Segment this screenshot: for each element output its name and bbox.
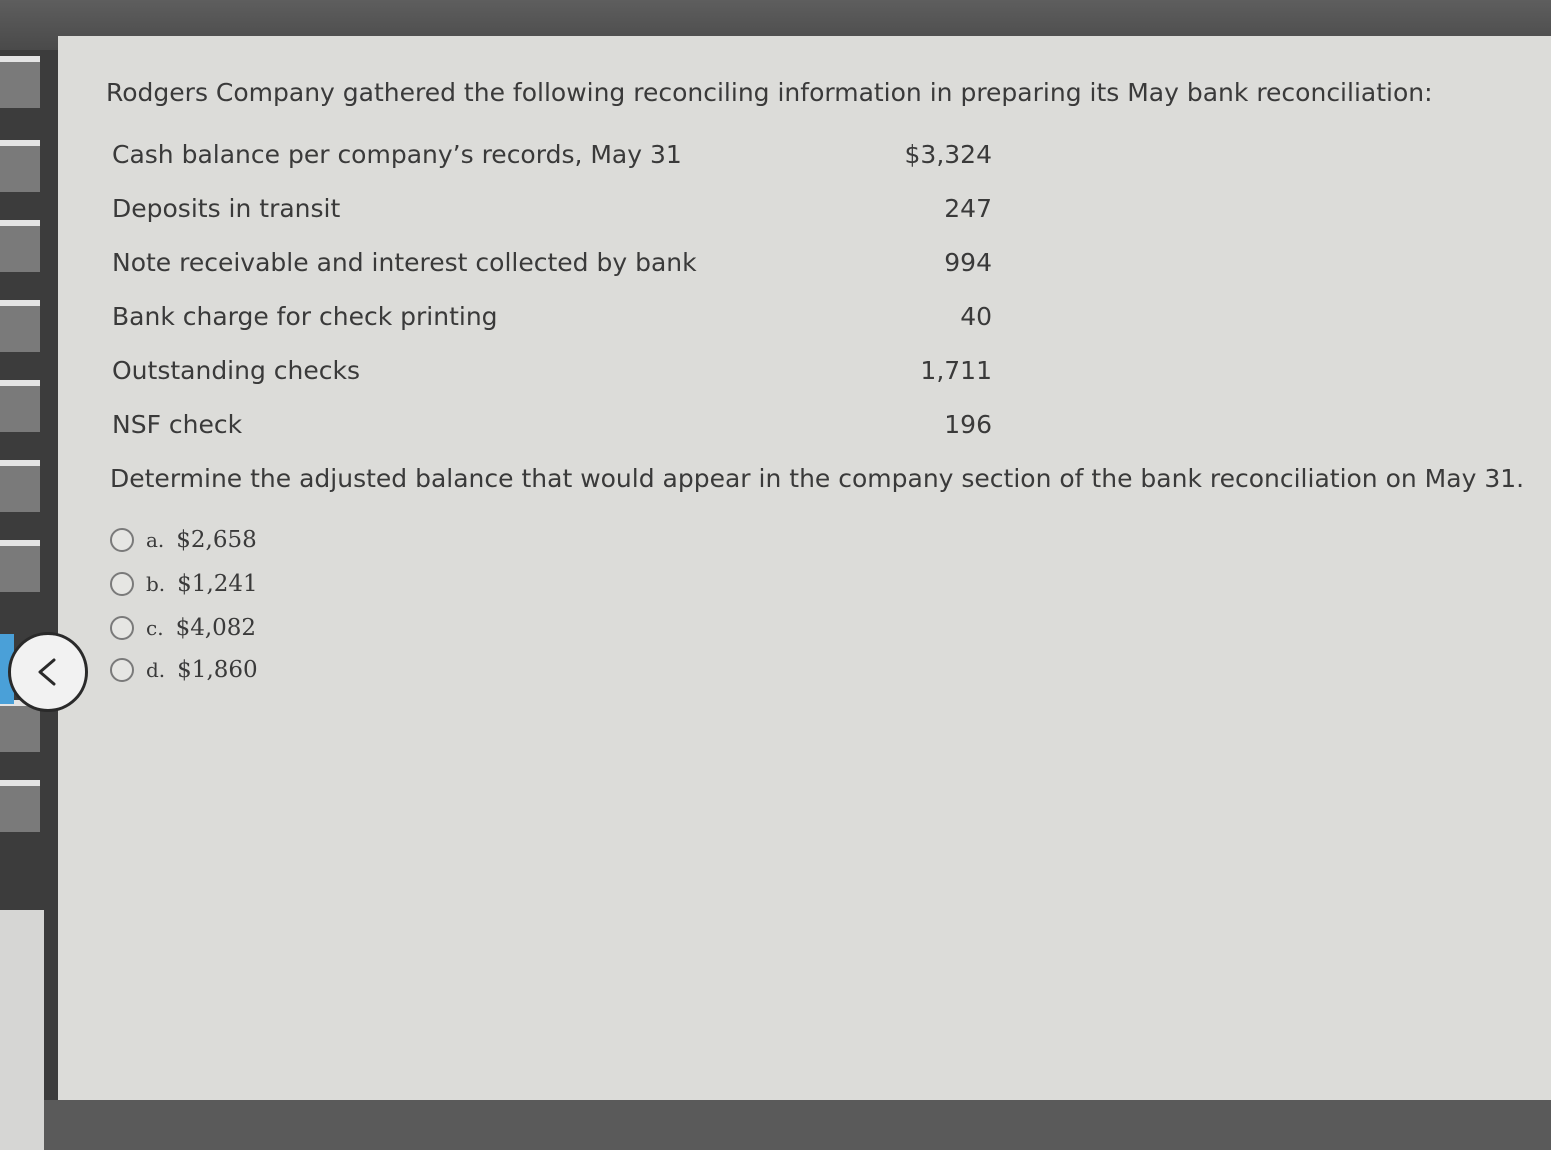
- rail-stripe: [0, 380, 40, 432]
- option-value: $4,082: [175, 615, 257, 641]
- question-panel: [58, 36, 1551, 1100]
- data-row: [112, 194, 992, 228]
- option-letter: d.: [146, 658, 166, 682]
- option-value: $1,860: [177, 657, 258, 683]
- rail-stripe: [0, 220, 40, 272]
- row-value: $3,324: [904, 140, 992, 169]
- radio-button[interactable]: [110, 616, 134, 640]
- row-value: 40: [960, 302, 992, 331]
- row-label: Outstanding checks: [112, 356, 361, 385]
- row-label: Deposits in transit: [112, 194, 341, 223]
- answer-option-d[interactable]: [110, 654, 258, 686]
- data-row: [112, 140, 992, 174]
- chevron-left-icon: [30, 654, 66, 690]
- rail-bottom: [0, 910, 44, 1150]
- rail-stripe: [0, 56, 40, 108]
- radio-button[interactable]: [110, 528, 134, 552]
- radio-button[interactable]: [110, 572, 134, 596]
- radio-button[interactable]: [110, 658, 134, 682]
- answer-option-b[interactable]: [110, 568, 258, 600]
- question-prompt: Determine the adjusted balance that would appear in the company section of the bank reconciliation on May 31.: [110, 464, 1525, 493]
- rail-stripe: [0, 540, 40, 592]
- answer-option-a[interactable]: [110, 524, 257, 556]
- option-letter: a.: [146, 528, 165, 552]
- row-value: 994: [944, 248, 992, 277]
- option-value: $1,241: [177, 571, 258, 597]
- data-row: [112, 356, 992, 390]
- data-row: [112, 410, 992, 444]
- rail-stripe: [0, 780, 40, 832]
- rail-stripe: [0, 140, 40, 192]
- answer-option-c[interactable]: [110, 612, 256, 644]
- row-value: 247: [944, 194, 992, 223]
- row-label: Cash balance per company’s records, May 31: [112, 140, 682, 169]
- left-rail: [0, 50, 58, 1100]
- rail-stripe: [0, 300, 40, 352]
- data-row: [112, 302, 992, 336]
- option-letter: c.: [146, 616, 164, 640]
- rail-stripe: [0, 460, 40, 512]
- row-label: NSF check: [112, 410, 243, 439]
- back-button[interactable]: [8, 632, 88, 712]
- row-value: 196: [944, 410, 992, 439]
- question-intro: Rodgers Company gathered the following reconciling information in preparing its May bank reconciliation:: [106, 78, 1433, 107]
- row-value: 1,711: [920, 356, 992, 385]
- option-value: $2,658: [176, 527, 257, 553]
- row-label: Bank charge for check printing: [112, 302, 498, 331]
- row-label: Note receivable and interest collected by bank: [112, 248, 697, 277]
- data-row: [112, 248, 992, 282]
- option-letter: b.: [146, 572, 166, 596]
